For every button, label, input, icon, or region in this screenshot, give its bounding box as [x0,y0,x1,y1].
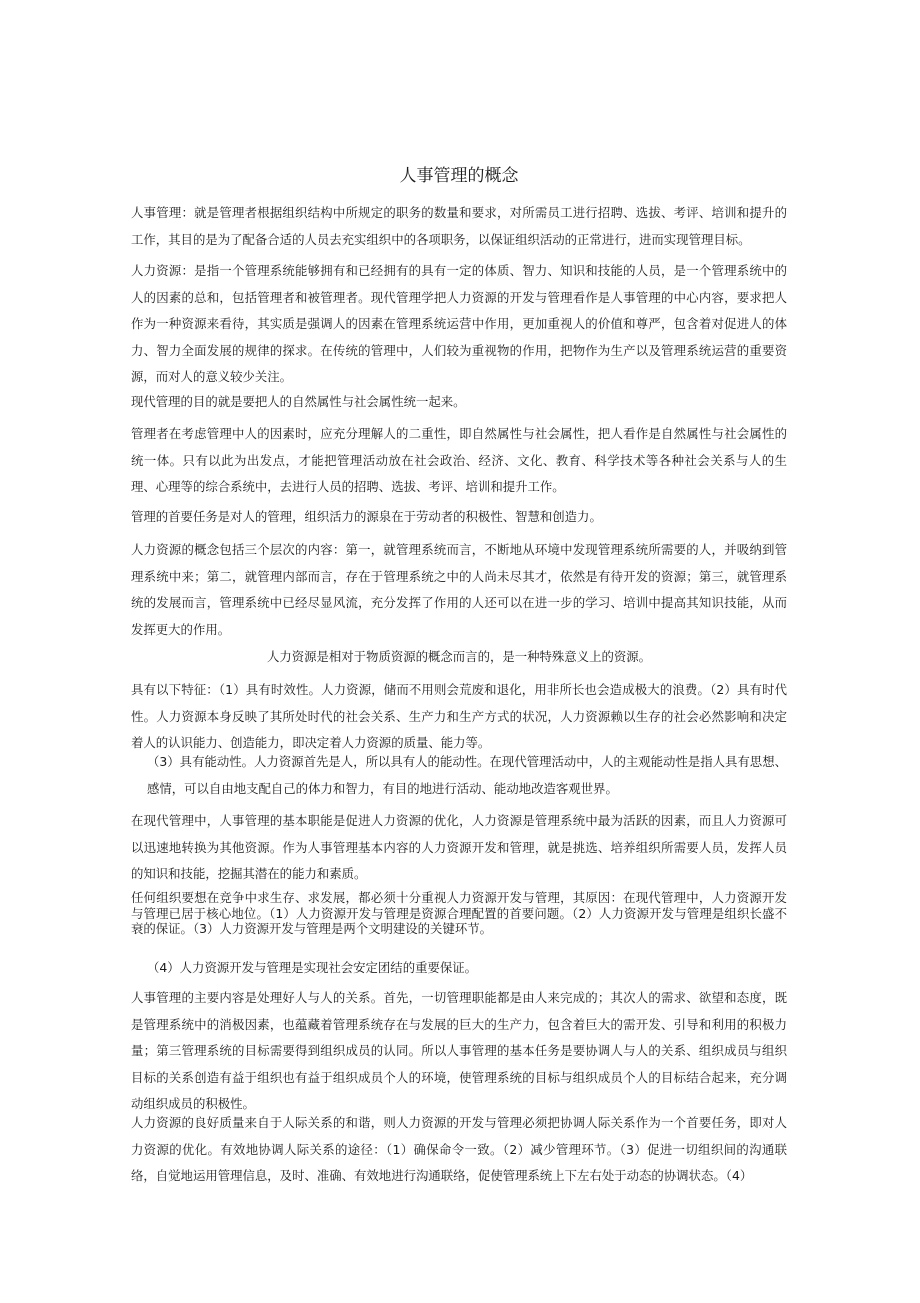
paragraph-personnel-management: 人事管理：就是管理者根据组织结构中所规定的职务的数量和要求，对所需员工进行招聘、选拔、考评、培训和提升的工作，其目的是为了配备合适的人员去充实组织中的各项职务，以保证组织活动的正常进行，进而实现管理目标。 [131,205,787,247]
paragraph-primary-task: 管理的首要任务是对人的管理，组织活力的源泉在于劳动者的积极性、智慧和创造力。 [131,509,602,524]
paragraph-interpersonal-relations: 人力资源的良好质量来自于人际关系的和谐，则人力资源的开发与管理必须把协调人际关系作为一个首要任务，即对人力资源的优化。有效地协调人际关系的途径：（1）确保命令一致。（2）减少管理环节。（3）促进一切组织间的沟通联络，自觉地运用管理信息，及时、准确、有效地进行沟通联络，促使管理系统上下左右处于动态的协调状态。（4） [131,1115,787,1183]
paragraph-modern-management-goal: 现代管理的目的就是要把人的自然属性与社会属性统一起来。 [131,394,466,409]
paragraph-dual-nature: 管理者在考虑管理中人的因素时，应充分理解人的二重性，即自然属性与社会属性，把人看作是自然属性与社会属性的统一体。只有以此为出发点，才能把管理活动放在社会政治、经济、文化、教育、科学技术等各种社会关系与人的生理、心理等的综合系统中，去进行人员的招聘、选拔、考评、培训和提升工作。 [131,426,787,494]
paragraph-special-resource: 人力资源是相对于物质资源的概念而言的，是一种特殊意义上的资源。 [266,649,652,664]
paragraph-main-content: 人事管理的主要内容是处理好人与人的关系。首先，一切管理职能都是由人来完成的；其次人的需求、欲望和态度，既是管理系统中的消极因素，也蕴藏着管理系统存在与发展的巨大的生产力，包含着巨大的需开发、引导和利用的积极力量；第三管理系统的目标需要得到组织成员的认同。所以人事管理的基本任务是要协调人与人的关系、组织成员与组织目标的关系创造有益于组织也有益于组织成员个人的环境，使管理系统的目标与组织成员个人的目标结合起来，充分调动组织成员的积极性。 [131,990,787,1111]
paragraph-features: 具有以下特征：（1）具有时效性。人力资源，储而不用则会荒废和退化，用非所长也会造成极大的浪费。（2）具有时代性。人力资源本身反映了其所处时代的社会关系、生产力和生产方式的状况，人力资源赖以生存的社会必然影响和决定着人的认识能力、创造能力，即决定着人力资源的质量、能力等。 [131,682,787,750]
paragraph-social-stability: （4）人力资源开发与管理是实现社会安定团结的重要保证。 [147,960,478,975]
paragraph-initiative: （3）具有能动性。人力资源首先是人，所以具有人的能动性。在现代管理活动中，人的主观能动性是指人具有思想、感情，可以自由地支配自己的体力和智力，有目的地进行活动、能动地改造客观世界。 [147,754,787,796]
paragraph-reasons: 任何组织要想在竞争中求生存、求发展，都必须十分重视人力资源开发与管理，其原因：在现代管理中，人力资源开发与管理已居于核心地位。（1）人力资源开发与管理是资源合理配置的首要问题。（2）人力资源开发与管理是组织长盛不衰的保证。（3）人力资源开发与管理是两个文明建设的关键环节。 [131,890,787,936]
paragraph-human-resources: 人力资源：是指一个管理系统能够拥有和已经拥有的具有一定的体质、智力、知识和技能的人员，是一个管理系统中的人的因素的总和，包括管理者和被管理者。现代管理学把人力资源的开发与管理看作是人事管理的中心内容，要求把人作为一种资源来看待，其实质是强调人的因素在管理系统运营中作用，更加重视人的价值和尊严，包含着对促进人的体力、智力全面发展的规律的探求。在传统的管理中，人们较为重视物的作用，把物作为生产以及管理系统运营的重要资源，而对人的意义较少关注。 [131,263,787,384]
paragraph-three-levels: 人力资源的概念包括三个层次的内容：第一，就管理系统而言，不断地从环境中发现管理系统所需要的人，并吸纳到管理系统中来；第二，就管理内部而言，存在于管理系统之中的人尚未尽其才，依然是有待开发的资源；第三，就管理系统的发展而言，管理系统中已经尽显风流，充分发挥了作用的人还可以在进一步的学习、培训中提高其知识技能，从而发挥更大的作用。 [131,542,787,637]
document-title: 人事管理的概念 [399,166,519,186]
paragraph-basic-function: 在现代管理中，人事管理的基本职能是促进人力资源的优化，人力资源是管理系统中最为活跃的因素，而且人力资源可以迅速地转换为其他资源。作为人事管理基本内容的人力资源开发和管理，就是挑选、培养组织所需要人员，发挥人员的知识和技能，挖掘其潜在的能力和素质。 [131,813,787,881]
